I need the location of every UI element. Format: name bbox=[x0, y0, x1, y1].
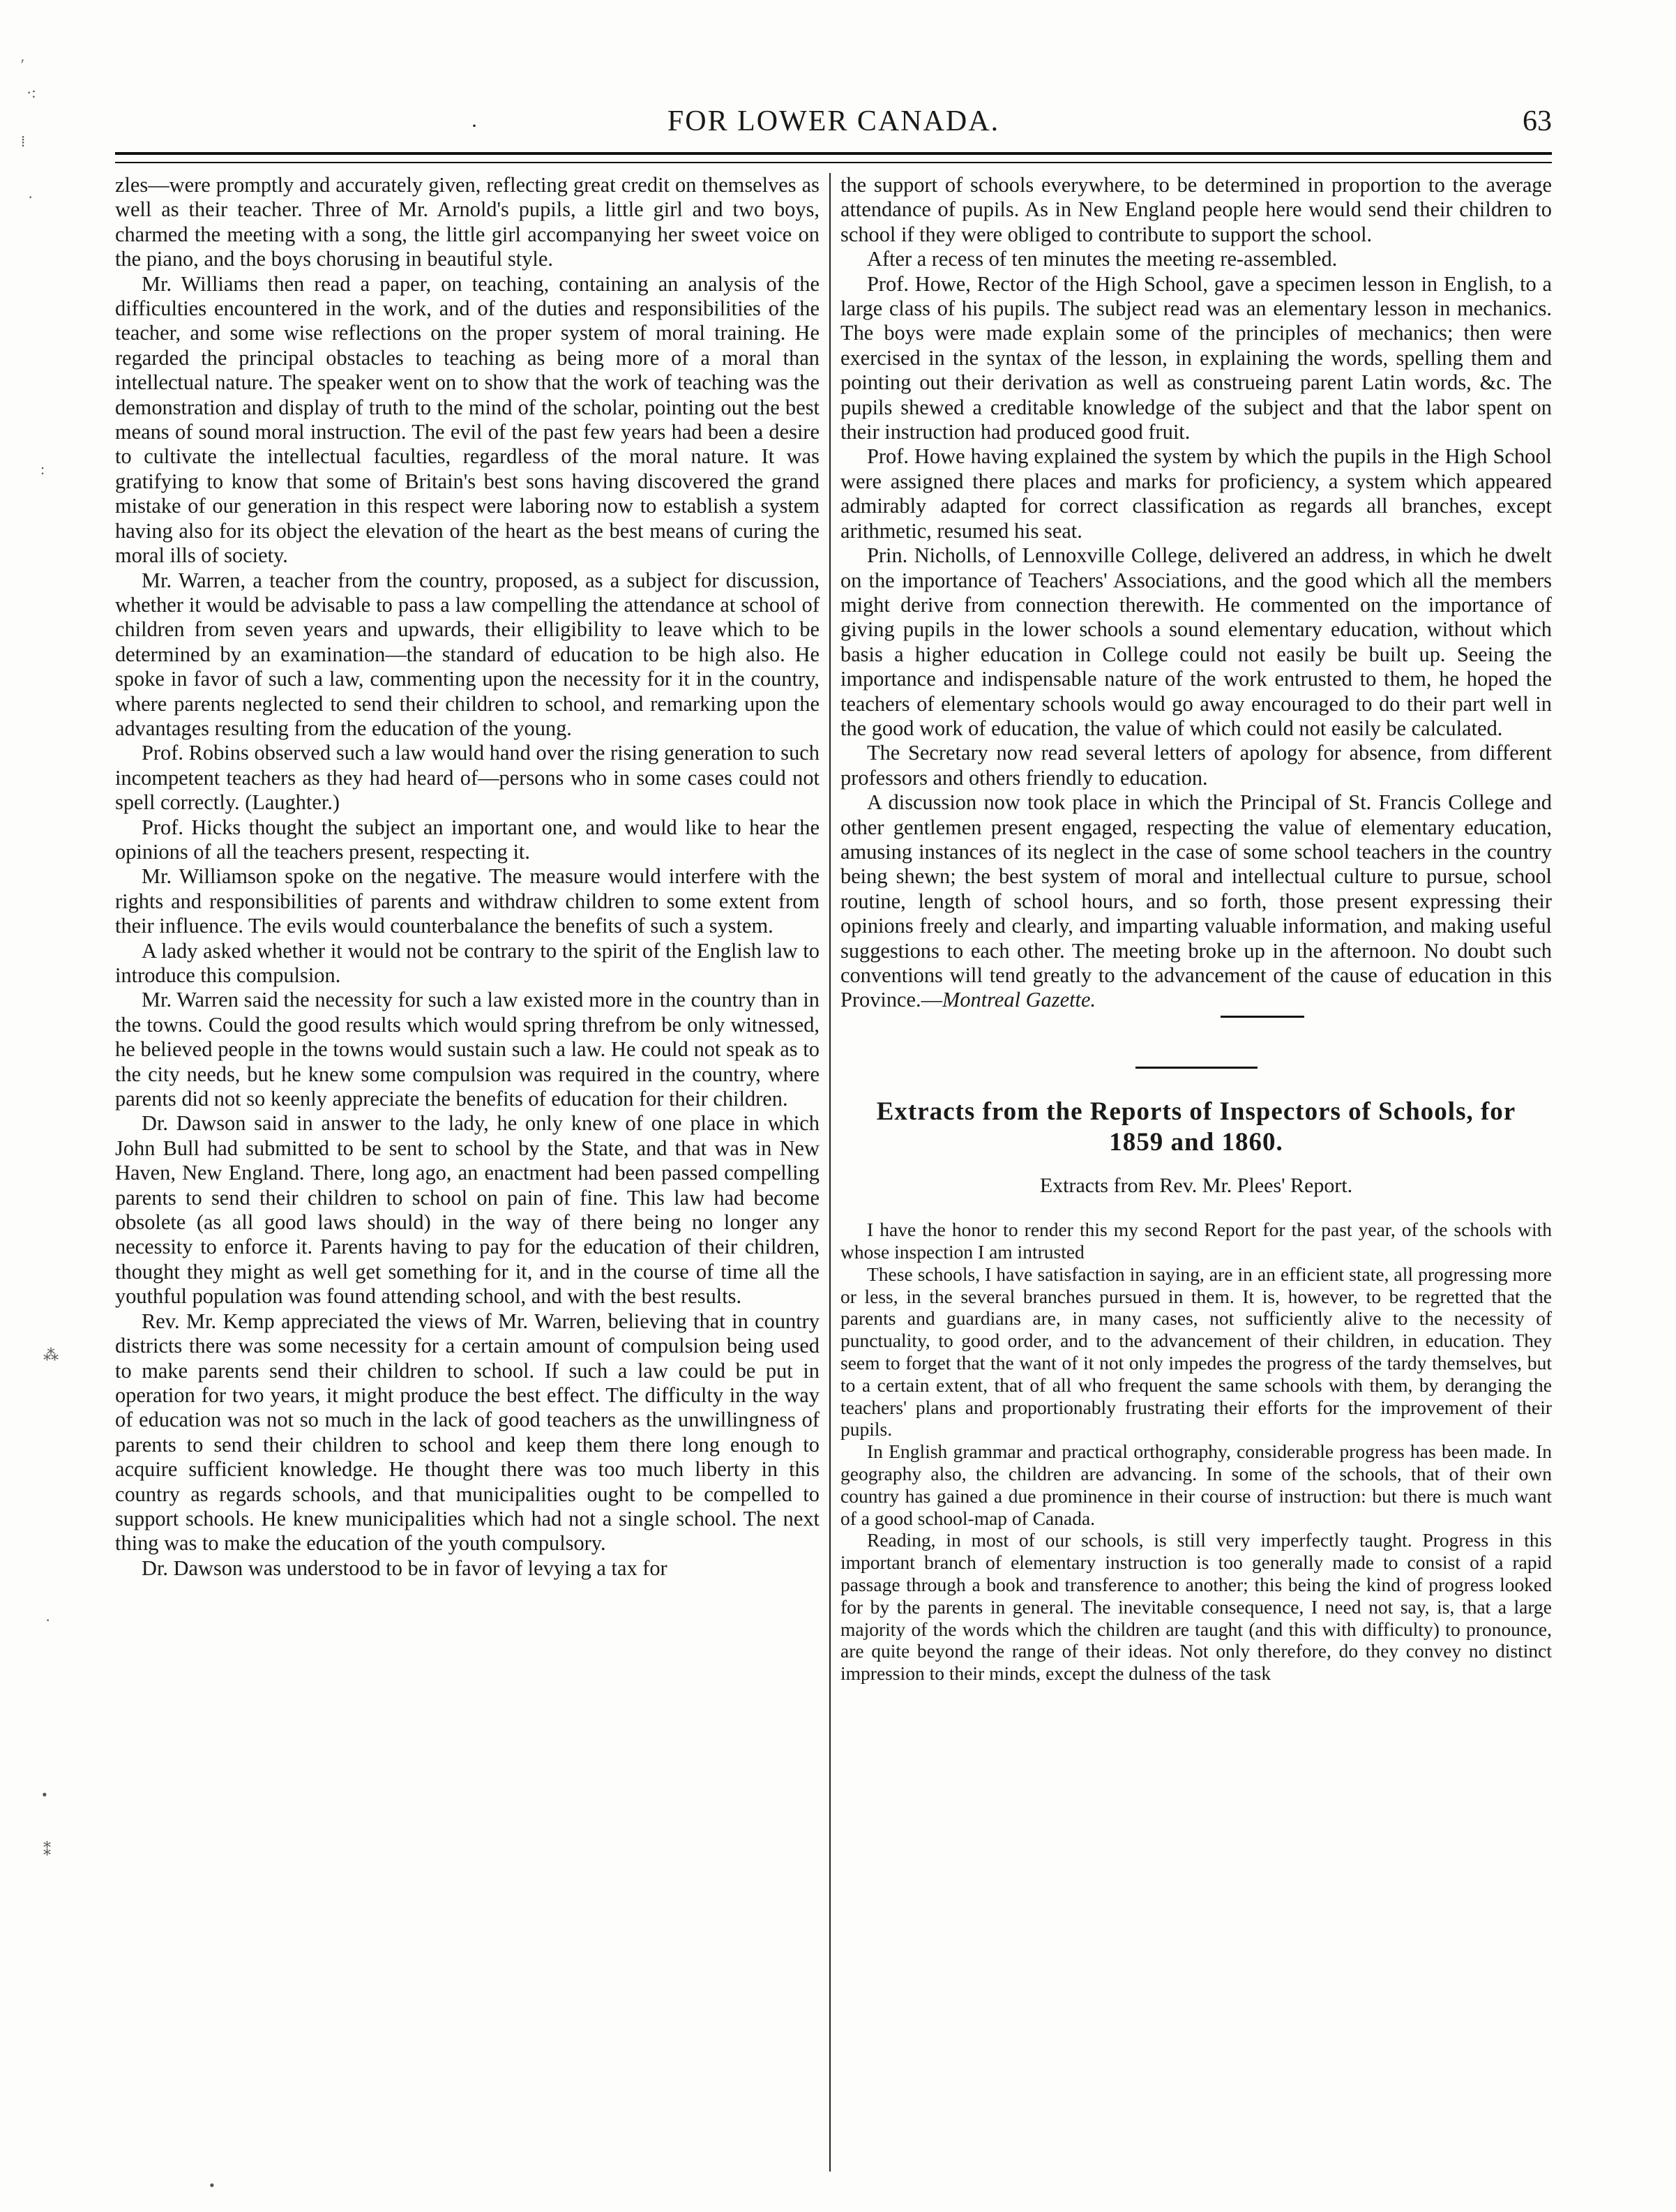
report-paragraph: These schools, I have satisfaction in saying, are in an efficient state, all progressing more or less, in the several branches pursued in them. It is, however, to be regretted that the parents and guardians are, in many cases, not sufficiently alive to the necessity of punctuality, to good order, and to the advancement of their children, in education. They seem to forget that the want of it not only impedes the progress of the tardy themselves, but to a certain extent, that of all who frequent the same schools with them, by deranging the teachers' plans and proportionably frustrating their efforts for the improvement of their pupils. bbox=[840, 1263, 1552, 1440]
paragraph: Mr. Warren said the necessity for such a law existed more in the country than in the towns. Could the good results which would spring threfrom be only witnessed, he believed people in the towns would sustain such a law. He could not speak as to the city needs, but he knew some compulsion was required in the country, where parents did not so keenly appreciate the benefits of education for their children. bbox=[115, 988, 820, 1111]
section-rule bbox=[1135, 1067, 1258, 1069]
paragraph: Dr. Dawson was understood to be in favor of levying a tax for bbox=[142, 1556, 667, 1580]
paragraph: The Secretary now read several letters of apology for absence, from different professors and others friendly to education. bbox=[840, 741, 1552, 790]
paragraph-text: A discussion now took place in which the Principal of St. Francis College and other gentlemen present engaged, respecting the value of elementary education, amusing instances of its neglect in the case of some school teachers in the country being shewn; the best system of moral and intellectual culture to pursue, school routine, length of school hours, and so forth, those present expressing their opinions freely and clearly, and imparting valuable information, and making useful suggestions to each other. The meeting broke up in the afternoon. No doubt such conventions will tend greatly to the advancement of the cause of education in this Province.— bbox=[840, 790, 1552, 1012]
paragraph: zles—were promptly and accurately given, reflecting great credit on themselves as well as their teacher. Three of Mr. Arnold's pupils, a little girl and two boys, charmed the meeting with a song, the little girl accompanying her sweet voice on the piano, and the boys chorusing in beautiful style. bbox=[115, 173, 820, 271]
paragraph: Dr. Dawson said in answer to the lady, he only knew of one place in which John Bull had submitted to be sent to school by the State, and that was in New Haven, New England. There, long ago, an enactment had been passed compelling parents to send their children to school on pain of fine. This law had become obsolete (as all good laws should) in the way of there being no longer any necessity to enforce it. Parents having to pay for the education of their children, thought they might as well get something for it, and in the course of time all the youthful population was found attending school, and with the best results. bbox=[115, 1111, 820, 1309]
header-dot: · bbox=[471, 114, 478, 137]
running-header bbox=[115, 105, 1552, 146]
source-citation: Montreal Gazette. bbox=[942, 988, 1096, 1012]
running-title: FOR LOWER CANADA. bbox=[667, 105, 1000, 137]
paragraph: A lady asked whether it would not be contrary to the spirit of the English law to introduce this compulsion. bbox=[115, 938, 820, 987]
paragraph: Prin. Nicholls, of Lennoxville College, delivered an address, in which he dwelt on the importance of Teachers' Associations, and the good which all the members might derive from connection therewith. He commented on the importance of giving pupils in the lower schools a sound elementary education, without which basis a higher education in College could not easily be built up. Seeing the importance and indispensable nature of the work entrusted to them, he hoped the teachers of elementary schools would go away encouraged to do their part well in the good work of education, the value of which could not easily be calculated. bbox=[840, 543, 1552, 740]
column-divider bbox=[829, 173, 831, 2172]
short-rule bbox=[1221, 1016, 1304, 1018]
paragraph: Mr. Williams then read a paper, on teaching, containing an analysis of the difficulties encountered in the work, and of the duties and responsibilities of the teacher, and some wise reflections on the proper system of moral training. He regarded the principal obstacles to teaching as being more of a moral than intellectual nature. The speaker went on to show that the work of teaching was the demonstration and display of truth to the mind of the scholar, pointing out the best means of sound moral instruction. The evil of the past few years had been a desire to cultivate the intellectual faculties, regardless of the moral nature. It was gratifying to know that some of Britain's best sons having discovered the grand mistake of our generation in this respect were laboring now to establish a system having also for its object the elevation of the heart as the best means of curing the moral ills of society. bbox=[115, 271, 820, 568]
paragraph: Prof. Robins observed such a law would hand over the rising generation to such incompetent teachers as they had heard of—persons who in some cases could not spell correctly. (Laughter.) bbox=[115, 741, 820, 815]
paragraph: Rev. Mr. Kemp appreciated the views of Mr. Warren, believing that in country districts there was some necessity for a certain amount of compulsion being used to make parents send their children to school. If such a law could be put in operation for two years, it might produce the best effect. The difficulty in the way of education was not so much in the lack of good teachers as the unwillingness of parents to send their children to school and keep them there long enough to acquire sufficient knowledge. He thought there was too much liberty in this country as regards schools, and that municipalities ought to be compelled to support schools. He knew municipalities which had not a single school. The next thing was to make the education of the youth compulsory. bbox=[115, 1309, 820, 1556]
paragraph: After a recess of ten minutes the meeting re-assembled. bbox=[867, 247, 1338, 271]
left-column bbox=[115, 173, 820, 2175]
header-rule bbox=[115, 152, 1552, 163]
paragraph: the support of schools everywhere, to be determined in proportion to the average attendance of pupils. As in New England people here would send their children to school if they were obliged to contribute to support the school. bbox=[840, 173, 1552, 246]
paragraph: Prof. Hicks thought the subject an important one, and would like to hear the opinions of all the teachers present, respecting it. bbox=[115, 815, 820, 864]
paragraph: Prof. Howe having explained the system by which the pupils in the High School were assigned there places and marks for proficiency, a system which appeared admirably adapted for correct classification as regards all branches, except arithmetic, resumed his seat. bbox=[840, 444, 1552, 543]
page-number: 63 bbox=[1523, 105, 1552, 137]
report-paragraph: Reading, in most of our schools, is still very imperfectly taught. Progress in this important branch of elementary instruction is too generally made to consist of a rapid passage through a book and transference to another; this being the kind of progress looked for by the parents in general. The inevitable consequence, I need not say, is, that a large majority of the words which the children are taught (and this with difficulty) to pronounce, are quite beyond the range of their ideas. Not only therefore, do they convey no distinct impression to their minds, except the dulness of the task bbox=[840, 1529, 1552, 1685]
paragraph: Prof. Howe, Rector of the High School, gave a specimen lesson in English, to a large class of his pupils. The subject read was an elementary lesson in mechanics. The boys were made explain some of the principles of mechanics; then were exercised in the syntax of the lesson, in explaining the words, spelling them and pointing out their derivation as well as construeing parent Latin words, &c. The pupils shewed a creditable knowledge of the subject and that the labor spent on their instruction had produced good fruit. bbox=[840, 271, 1552, 444]
paragraph-with-source bbox=[840, 790, 1552, 1013]
section-heading: Extracts from the Reports of Inspectors of Schools, for 1859 and 1860. bbox=[876, 1097, 1516, 1157]
report-paragraph: In English grammar and practical orthography, considerable progress has been made. In geography also, the children are advancing. In some of the schools, that of their own country has gained a due prominence in their course of instruction: but there is much want of a good school-map of Canada. bbox=[840, 1440, 1552, 1529]
report-paragraph: I have the honor to render this my second Report for the past year, of the schools with whose inspection I am intrusted bbox=[840, 1219, 1552, 1263]
paragraph: Mr. Warren, a teacher from the country, proposed, as a subject for discussion, whether it would be advisable to pass a law compelling the attendance at school of children from seven years and upwards, their elligibility to leave which to be determined by an examination—the standard of education to be high also. He spoke in favor of such a law, commenting upon the necessity for it in the country, where parents neglected to send their children to school, and remarking upon the advantages resulting from the education of the young. bbox=[115, 568, 820, 740]
paragraph: Mr. Williamson spoke on the negative. The measure would interfere with the rights and responsibilities of parents and withdraw children to some extent from their influence. The evils would counterbalance the benefits of such a system. bbox=[115, 864, 820, 938]
report-body bbox=[840, 1219, 1552, 1685]
right-column bbox=[840, 173, 1552, 2175]
sub-heading: Extracts from Rev. Mr. Plees' Report. bbox=[1039, 1173, 1353, 1197]
